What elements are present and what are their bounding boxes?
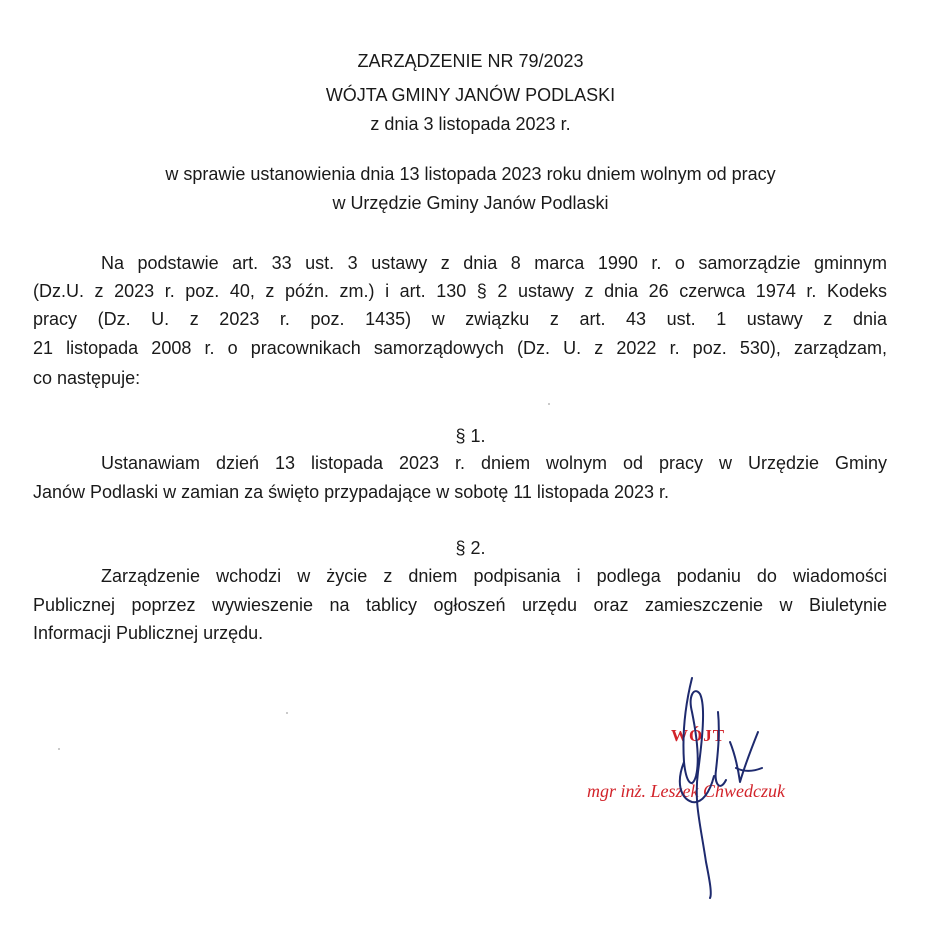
preamble-line-5: co następuje: bbox=[33, 368, 141, 388]
scan-speck bbox=[286, 712, 288, 714]
preamble-line-2: (Dz.U. z 2023 r. poz. 40, z późn. zm.) i art. 130 § 2 ustawy z dnia 26 czerwca 1974 r. Kodeks bbox=[33, 281, 887, 301]
preamble-line-3: pracy (Dz. U. z 2023 r. poz. 1435) w związku z art. 43 ust. 1 ustawy z dnia bbox=[33, 309, 887, 329]
subject-line-2: w Urzędzie Gminy Janów Podlaski bbox=[332, 193, 609, 213]
section-2-line-2: Publicznej poprzez wywieszenie na tablicy ogłoszeń urzędu oraz zamieszczenie w Biuletynie bbox=[33, 595, 887, 615]
scan-speck bbox=[548, 403, 550, 405]
stamp-name: mgr inż. Leszek Chwedczuk bbox=[587, 781, 785, 801]
section-2-heading: § 2. bbox=[455, 538, 486, 558]
subject-line-1: w sprawie ustanowienia dnia 13 listopada 2023 roku dniem wolnym od pracy bbox=[165, 164, 776, 184]
preamble-line-4: 21 listopada 2008 r. o pracownikach samorządowych (Dz. U. z 2022 r. poz. 530), zarządzam, bbox=[33, 338, 887, 358]
handwritten-signature-icon bbox=[640, 672, 780, 902]
section-1-line-2: Janów Podlaski w zamian za święto przypadające w sobotę 11 listopada 2023 r. bbox=[33, 482, 670, 502]
document-date: z dnia 3 listopada 2023 r. bbox=[370, 114, 571, 134]
preamble-line-1: Na podstawie art. 33 ust. 3 ustawy z dnia 8 marca 1990 r. o samorządzie gminnym bbox=[101, 253, 887, 273]
section-1-line-1: Ustanawiam dzień 13 listopada 2023 r. dniem wolnym od pracy w Urzędzie Gminy bbox=[101, 453, 887, 473]
issuer: WÓJTA GMINY JANÓW PODLASKI bbox=[325, 85, 616, 105]
document-number: ZARZĄDZENIE NR 79/2023 bbox=[357, 51, 584, 71]
section-2-line-1: Zarządzenie wchodzi w życie z dniem podpisania i podlega podaniu do wiadomości bbox=[101, 566, 887, 586]
stamp-title: WÓJT bbox=[671, 726, 726, 745]
scan-speck bbox=[58, 748, 60, 750]
section-1-heading: § 1. bbox=[455, 426, 486, 446]
section-2-line-3: Informacji Publicznej urzędu. bbox=[33, 623, 264, 643]
